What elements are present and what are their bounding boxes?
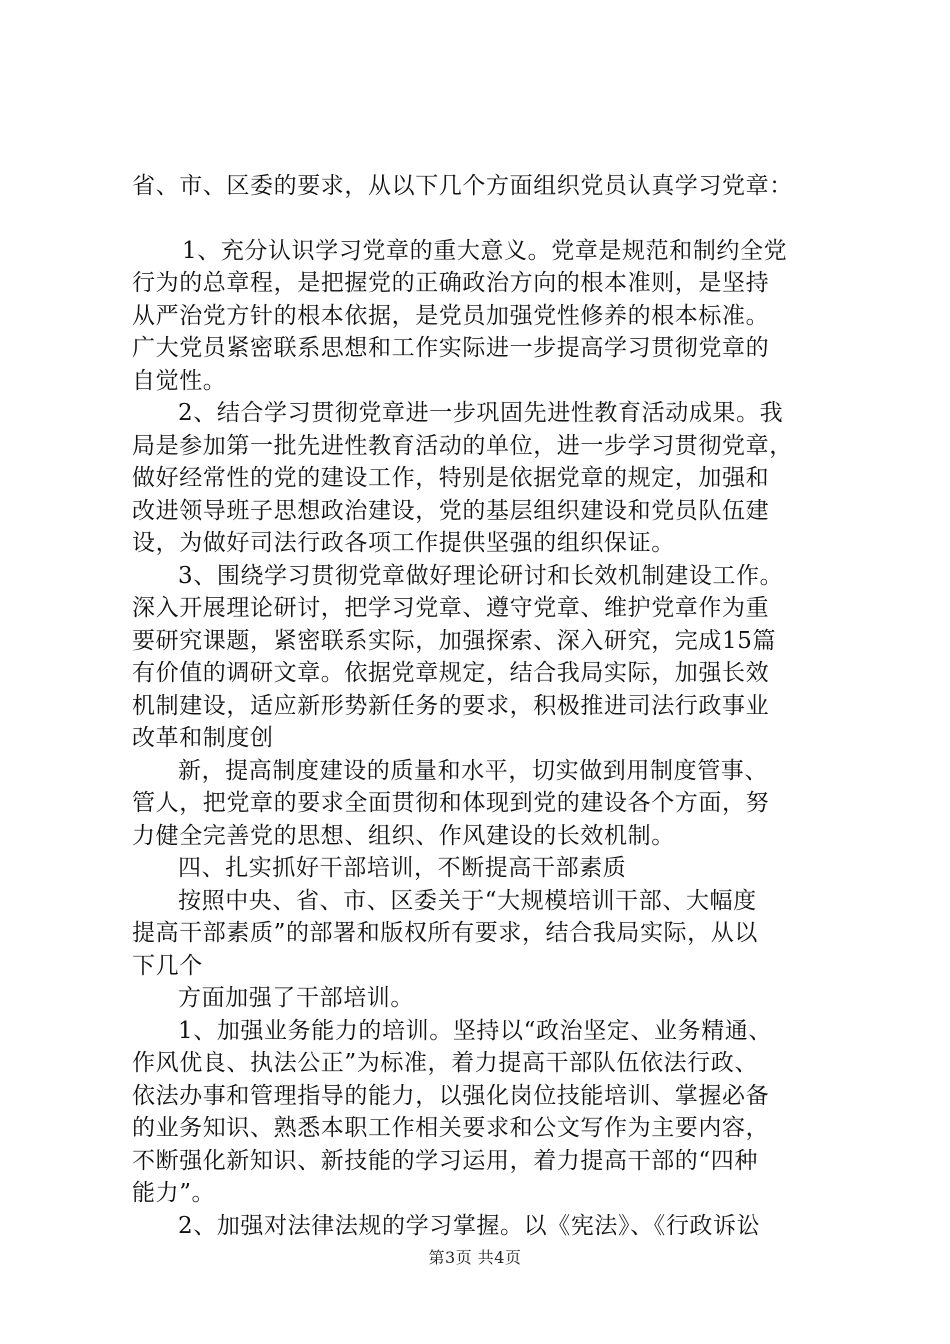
text-line: 力健全完善党的思想、组织、作风建设的长效机制。 [132, 822, 675, 849]
text-line: 改进领导班子思想政治建设，党的基层组织建设和党员队伍建 [132, 497, 770, 524]
text-line: 3、围绕学习贯彻党章做好理论研讨和长效机制建设工作。 [178, 562, 784, 589]
text-line: 有价值的调研文章。依据党章规定，结合我局实际，加强长效 [132, 660, 770, 686]
text-line: 能力”。 [132, 1180, 216, 1206]
text-line: 自觉性。 [132, 367, 227, 394]
text-line: 改革和制度创 [132, 725, 274, 751]
text-line: 下几个 [132, 952, 203, 979]
document-body [132, 170, 847, 1242]
text-line: 设，为做好司法行政各项工作提供坚强的组织保证。 [132, 530, 675, 556]
text-line: 从严治党方针的根本依据，是党员加强党性修养的根本标准。 [132, 302, 770, 329]
text-line: 的业务知识、熟悉本职工作相关要求和公文写作为主要内容， [132, 1115, 770, 1141]
text-line: 要研究课题，紧密联系实际，加强探索、深入研究，完成15篇 [132, 627, 777, 654]
text-line: 局是参加第一批先进性教育活动的单位，进一步学习贯彻党章， [132, 432, 793, 459]
text-line: 广大党员紧密联系思想和工作实际进一步提高学习贯彻党章的 [132, 335, 770, 361]
page-footer [0, 1245, 950, 1268]
text-line: 做好经常性的党的建设工作，特别是依据党章的规定，加强和 [132, 465, 770, 491]
text-line: 深入开展理论研讨，把学习党章、遵守党章、维护党章作为重 [132, 595, 770, 621]
text-line: 作风优良、执法公正”为标准，着力提高干部队伍依法行政、 [132, 1050, 758, 1076]
text-line: 行为的总章程，是把握党的正确政治方向的根本准则，是坚持 [132, 270, 770, 296]
text-line: 方面加强了干部培训。 [178, 985, 414, 1011]
paragraph-gap [132, 203, 847, 235]
text-line: 管人，把党章的要求全面贯彻和体现到党的建设各个方面，努 [132, 790, 770, 816]
text-line: 按照中央、省、市、区委关于“大规模培训干部、大幅度 [178, 887, 757, 914]
text-line: 机制建设，适应新形势新任务的要求，积极推进司法行政事业 [132, 692, 770, 719]
text-line: 不断强化新知识、新技能的学习运用，着力提高干部的“四种 [132, 1147, 758, 1174]
text-line: 依法办事和管理指导的能力，以强化岗位技能培训、掌握必备 [132, 1082, 770, 1109]
text-line: 省、市、区委的要求，从以下几个方面组织党员认真学习党章： [132, 173, 793, 199]
text-line: 1、加强业务能力的培训。坚持以“政治坚定、业务精通、 [178, 1017, 772, 1044]
page-number-label: 第3页 共4页 [428, 1248, 522, 1267]
text-line: 新，提高制度建设的质量和水平，切实做到用制度管事、 [178, 757, 768, 784]
section-heading: 四、扎实抓好干部培训，不断提高干部素质 [178, 855, 627, 881]
text-line: 1、充分认识学习党章的重大意义。党章是规范和制约全党 [182, 237, 788, 264]
text-line: 2、结合学习贯彻党章进一步巩固先进性教育活动成果。我 [178, 400, 784, 426]
text-line: 2、加强对法律法规的学习掌握。以《宪法》、《行政诉讼 [178, 1212, 761, 1239]
text-line: 提高干部素质”的部署和版权所有要求，结合我局实际，从以 [132, 920, 758, 946]
